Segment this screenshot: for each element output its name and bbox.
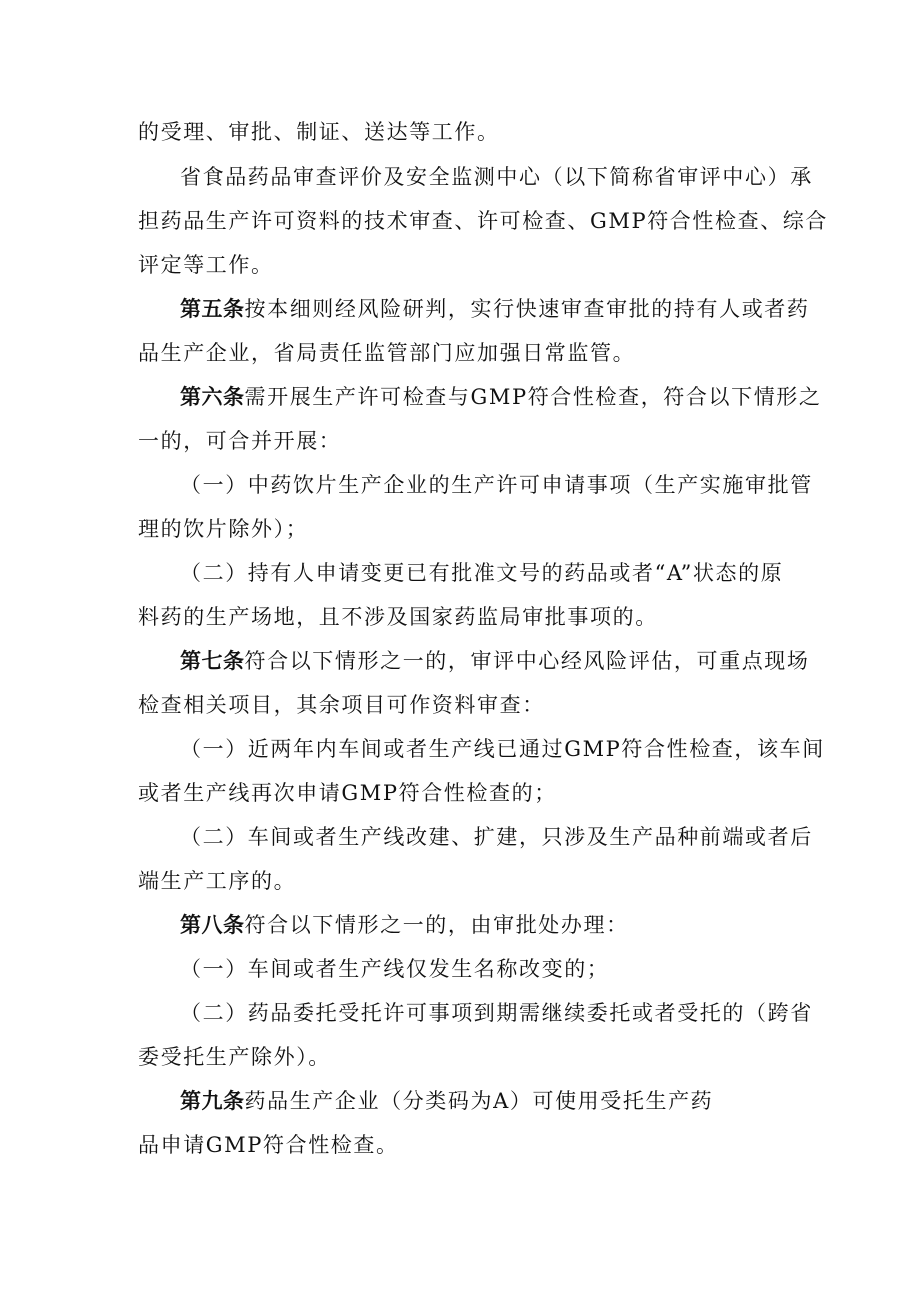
text-line: 品生产企业，省局责任监管部门应加强日常监管。 bbox=[138, 341, 636, 365]
article-8 bbox=[180, 910, 629, 940]
text-line: 担药品生产许可资料的技术审查、许可检查、GMP符合性检查、综合 bbox=[138, 209, 829, 233]
text-line: 端生产工序的。 bbox=[138, 869, 297, 893]
article-text: 按本细则经风险研判，实行快速审查审批的持有人或者药 bbox=[244, 297, 810, 321]
article-9 bbox=[180, 1086, 713, 1116]
text-line: 一的，可合并开展： bbox=[138, 429, 342, 453]
article-text: 符合以下情形之一的，审评中心经风险评估，可重点现场 bbox=[244, 649, 810, 673]
list-item: （一）中药饮片生产企业的生产许可申请事项（生产实施审批管 bbox=[180, 473, 813, 497]
text-line: 评定等工作。 bbox=[138, 253, 274, 277]
article-5 bbox=[180, 294, 810, 324]
article-label: 第六条 bbox=[180, 384, 245, 409]
list-item: （二）持有人申请变更已有批准文号的药品或者“A”状态的原 bbox=[180, 561, 784, 585]
text-line: 省食品药品审查评价及安全监测中心（以下简称省审评中心）承 bbox=[180, 165, 813, 189]
list-item: （一）近两年内车间或者生产线已通过GMP符合性检查，该车间 bbox=[180, 737, 825, 761]
text-line: 的受理、审批、制证、送达等工作。 bbox=[138, 120, 500, 144]
text-line: 或者生产线再次申请GMP符合性检查的； bbox=[138, 781, 557, 805]
article-label: 第九条 bbox=[180, 1088, 245, 1113]
text-line: 理的饮片除外）； bbox=[138, 517, 309, 541]
text-line: 委受托生产除外）。 bbox=[138, 1045, 331, 1069]
list-item: （二）车间或者生产线改建、扩建，只涉及生产品种前端或者后 bbox=[180, 825, 813, 849]
article-label: 第八条 bbox=[180, 912, 245, 937]
list-item: （二）药品委托受托许可事项到期需继续委托或者受托的（跨省 bbox=[180, 1001, 813, 1025]
article-text: 药品生产企业（分类码为A）可使用受托生产药 bbox=[244, 1089, 714, 1113]
text-line: 料药的生产场地，且不涉及国家药监局审批事项的。 bbox=[138, 605, 658, 629]
article-text: 需开展生产许可检查与GMP符合性检查，符合以下情形之 bbox=[244, 385, 822, 409]
text-line: 检查相关项目，其余项目可作资料审查： bbox=[138, 693, 545, 717]
article-text: 符合以下情形之一的，由审批处办理： bbox=[244, 913, 629, 937]
article-label: 第五条 bbox=[180, 296, 245, 321]
text-line: 品申请GMP符合性检查。 bbox=[138, 1133, 399, 1157]
list-item: （一）车间或者生产线仅发生名称改变的； bbox=[180, 957, 610, 981]
article-label: 第七条 bbox=[180, 648, 245, 673]
article-7 bbox=[180, 646, 810, 676]
article-6 bbox=[180, 382, 822, 412]
